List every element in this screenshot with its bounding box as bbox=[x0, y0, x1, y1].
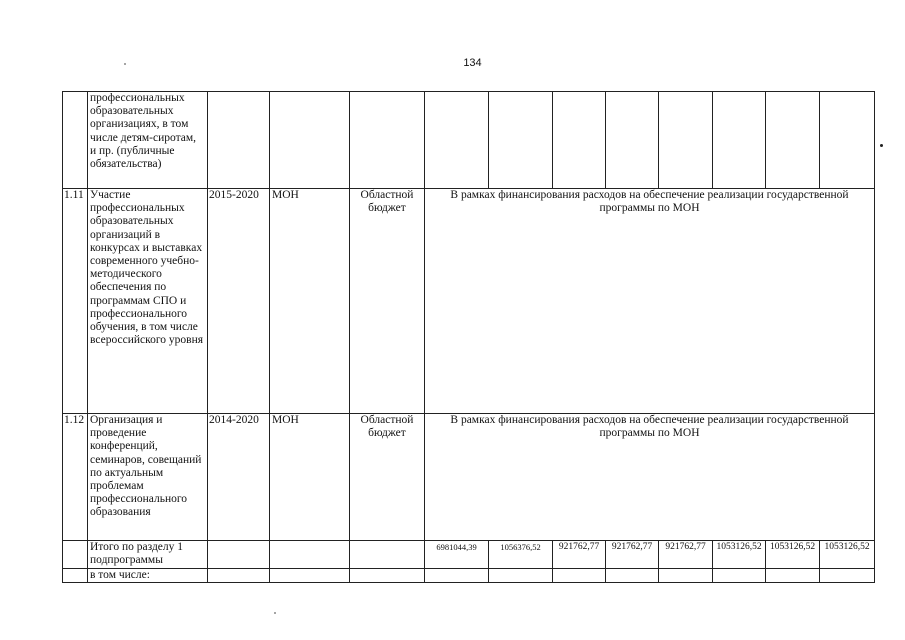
total-label: Итого по разделу 1 подпрограммы bbox=[88, 541, 208, 569]
row-period bbox=[208, 541, 270, 569]
value-cell bbox=[606, 92, 659, 189]
scan-speck bbox=[124, 63, 126, 65]
row-source bbox=[350, 569, 425, 583]
total-value: 1053126,52 bbox=[820, 541, 875, 569]
row-period: 2015-2020 bbox=[208, 189, 270, 414]
value-cell bbox=[766, 92, 820, 189]
row-number bbox=[63, 569, 88, 583]
total-value: 921762,77 bbox=[606, 541, 659, 569]
total-value: 6981044,39 bbox=[425, 541, 489, 569]
total-value: 921762,77 bbox=[553, 541, 606, 569]
row-source: Областной бюджет bbox=[350, 414, 425, 541]
total-value: 1053126,52 bbox=[713, 541, 766, 569]
scan-speck bbox=[274, 612, 276, 614]
value-cell bbox=[425, 569, 489, 583]
row-number: 1.11 bbox=[63, 189, 88, 414]
total-row bbox=[63, 541, 875, 569]
table-row bbox=[63, 414, 875, 541]
total-value: 921762,77 bbox=[659, 541, 713, 569]
total-value: 1056376,52 bbox=[489, 541, 553, 569]
value-cell bbox=[659, 92, 713, 189]
row-source bbox=[350, 92, 425, 189]
value-cell bbox=[489, 92, 553, 189]
row-number bbox=[63, 92, 88, 189]
page-number: 134 bbox=[463, 57, 482, 69]
total-value: 1053126,52 bbox=[766, 541, 820, 569]
value-cell bbox=[713, 92, 766, 189]
row-period bbox=[208, 92, 270, 189]
row-period bbox=[208, 569, 270, 583]
value-cell bbox=[713, 569, 766, 583]
funding-note: В рамках финансирования расходов на обеспечение реализации государственной программы по МОН bbox=[425, 414, 875, 541]
table-row bbox=[63, 569, 875, 583]
row-source bbox=[350, 541, 425, 569]
row-executor bbox=[270, 541, 350, 569]
row-executor bbox=[270, 569, 350, 583]
value-cell bbox=[659, 569, 713, 583]
value-cell bbox=[766, 569, 820, 583]
value-cell bbox=[553, 92, 606, 189]
funding-note: В рамках финансирования расходов на обеспечение реализации государственной программы по МОН bbox=[425, 189, 875, 414]
row-executor bbox=[270, 92, 350, 189]
value-cell bbox=[606, 569, 659, 583]
scan-dot bbox=[880, 144, 883, 147]
row-source: Областной бюджет bbox=[350, 189, 425, 414]
row-number: 1.12 bbox=[63, 414, 88, 541]
program-table bbox=[62, 91, 875, 583]
table-row bbox=[63, 92, 875, 189]
row-name: профессиональных образовательных организациях, в том числе детям-сиротам, и пр. (публичные обязательства) bbox=[88, 92, 208, 189]
value-cell bbox=[820, 569, 875, 583]
row-name: Участие профессиональных образовательных организаций в конкурсах и выставках современного учебно-методического обеспечения по программам СПО и профессионального обучения, в том числе всероссийского уровня bbox=[88, 189, 208, 414]
row-name: Организация и проведение конференций, семинаров, совещаний по актуальным проблемам профессионального образования bbox=[88, 414, 208, 541]
table-row bbox=[63, 189, 875, 414]
row-number bbox=[63, 541, 88, 569]
value-cell bbox=[820, 92, 875, 189]
row-executor: МОН bbox=[270, 189, 350, 414]
value-cell bbox=[489, 569, 553, 583]
value-cell bbox=[425, 92, 489, 189]
value-cell bbox=[553, 569, 606, 583]
row-executor: МОН bbox=[270, 414, 350, 541]
row-period: 2014-2020 bbox=[208, 414, 270, 541]
including-label: в том числе: bbox=[88, 569, 208, 583]
